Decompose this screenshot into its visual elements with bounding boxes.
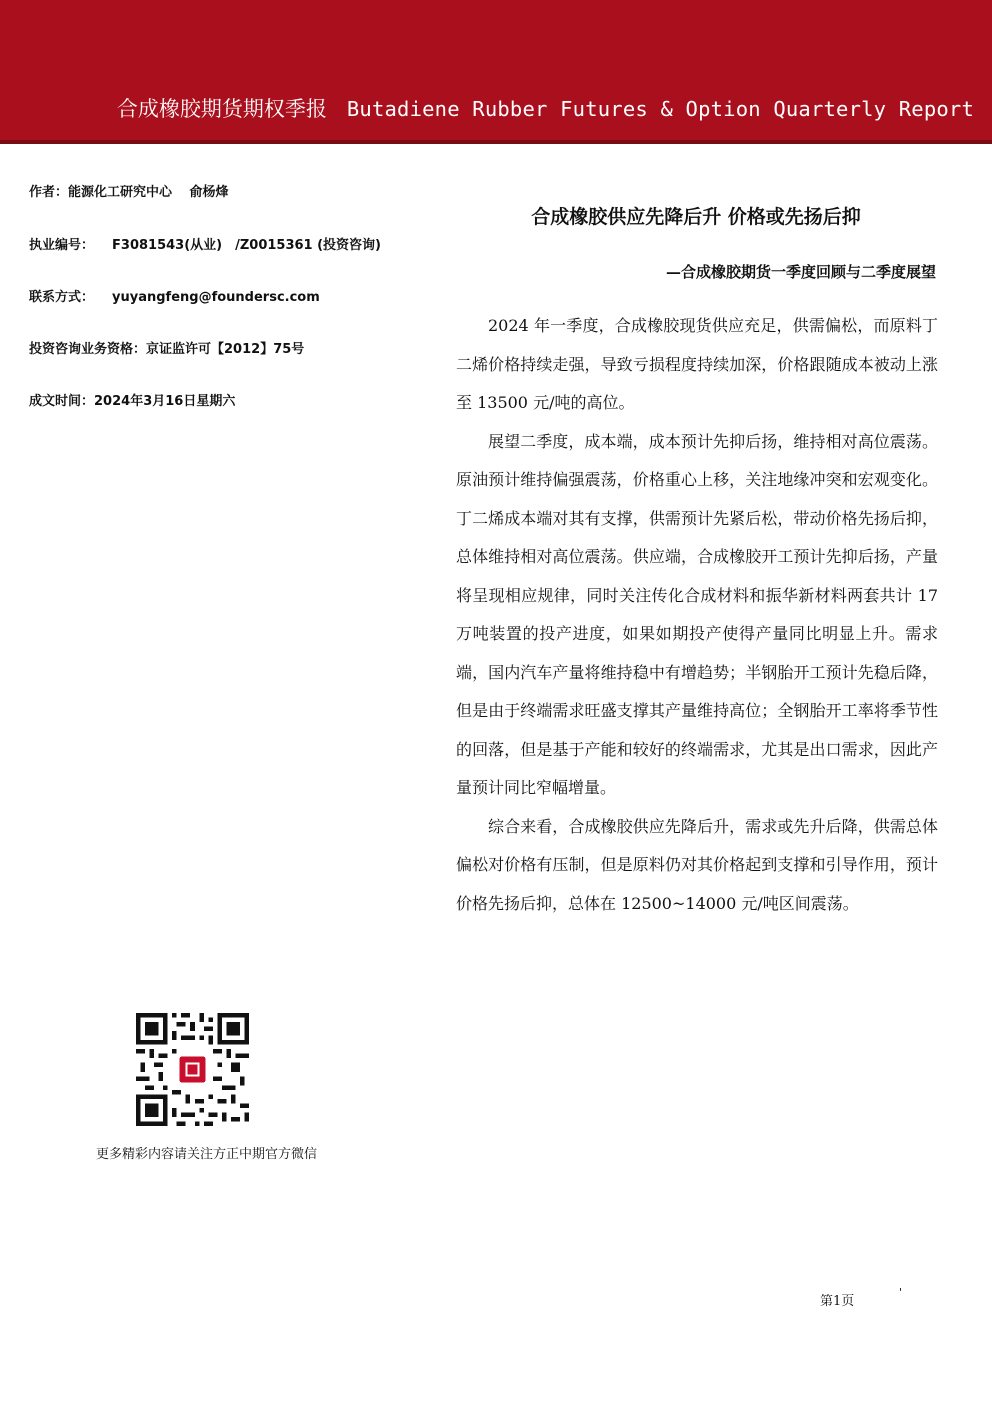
license-row [29, 236, 381, 256]
page-number: 第1页 [820, 1294, 855, 1309]
contact-row [29, 288, 320, 308]
footer-mark: ' [899, 1286, 903, 1299]
report-title [117, 94, 974, 124]
paragraph-summary: 综合来看，合成橡胶供应先降后升，需求或先升后降，供需总体偏松对价格有压制，但是原料仍对其价格起到支撑和引导作用，预计价格先扬后抑，总体在 12500~14000 元/吨区间震荡。 [456, 816, 938, 913]
qr-caption: 更多精彩内容请关注方正中期官方微信 [95, 1147, 317, 1162]
header-divider [0, 140, 992, 144]
qualification-label: 投资咨询业务资格： [29, 342, 147, 357]
date-value: 2024年3月16日星期六 [94, 394, 236, 409]
qualification-row [29, 340, 304, 360]
report-title-en: Butadiene Rubber Futures & Option Quarterly Report [346, 97, 974, 121]
author-value: 能源化工研究中心 俞杨烽 [68, 185, 229, 200]
date-label: 成文时间： [29, 394, 95, 409]
contact-email: yuyangfeng@foundersc.com [112, 290, 320, 305]
paragraph-q2-outlook: 展望二季度，成本端，成本预计先抑后扬，维持相对高位震荡。原油预计维持偏强震荡，价格重心上移，关注地缘冲突和宏观变化。丁二烯成本端对其有支撑，供需预计先紧后松，带动价格先扬后抑，总体维持相对高位震荡。供应端，合成橡胶开工预计先抑后扬，产量将呈现相应规律，同时关注传化合成材料和振华新材料两套共计 17 万吨装置的投产进度，如果如期投产使得产量同比明显上升。需求端，国内汽车产量将维持稳中有增趋势；半钢胎开工预计先稳后降，但是由于终端需求旺盛支撑其产量维持高位；全钢胎开工率将季节性的回落，但是基于产能和较好的终端需求，尤其是出口需求，因此产量预计同比窄幅增量。 [456, 431, 938, 797]
header-banner [0, 0, 992, 140]
qualification-value: 京证监许可【2012】75号 [146, 342, 305, 357]
article-headline: 合成橡胶供应先降后升 价格或先扬后抑 [531, 206, 861, 228]
date-row [29, 392, 235, 412]
contact-label: 联系方式： [29, 290, 95, 305]
author-label: 作者： [29, 185, 69, 200]
author-row [29, 183, 229, 203]
license-value: F3081543(从业) /Z0015361 (投资咨询) [112, 238, 381, 253]
license-label: 执业编号： [29, 238, 95, 253]
paragraph-q1-review: 2024 年一季度，合成橡胶现货供应充足，供需偏松，而原料丁二烯价格持续走强，导致亏损程度持续加深，价格跟随成本被动上涨至 13500 元/吨的高位。 [456, 316, 938, 412]
wechat-qr-code [136, 1013, 249, 1126]
article-body [456, 307, 938, 923]
report-title-cn: 合成橡胶期货期权季报 [116, 97, 327, 121]
article-subtitle: —合成橡胶期货一季度回顾与二季度展望 [665, 263, 936, 281]
